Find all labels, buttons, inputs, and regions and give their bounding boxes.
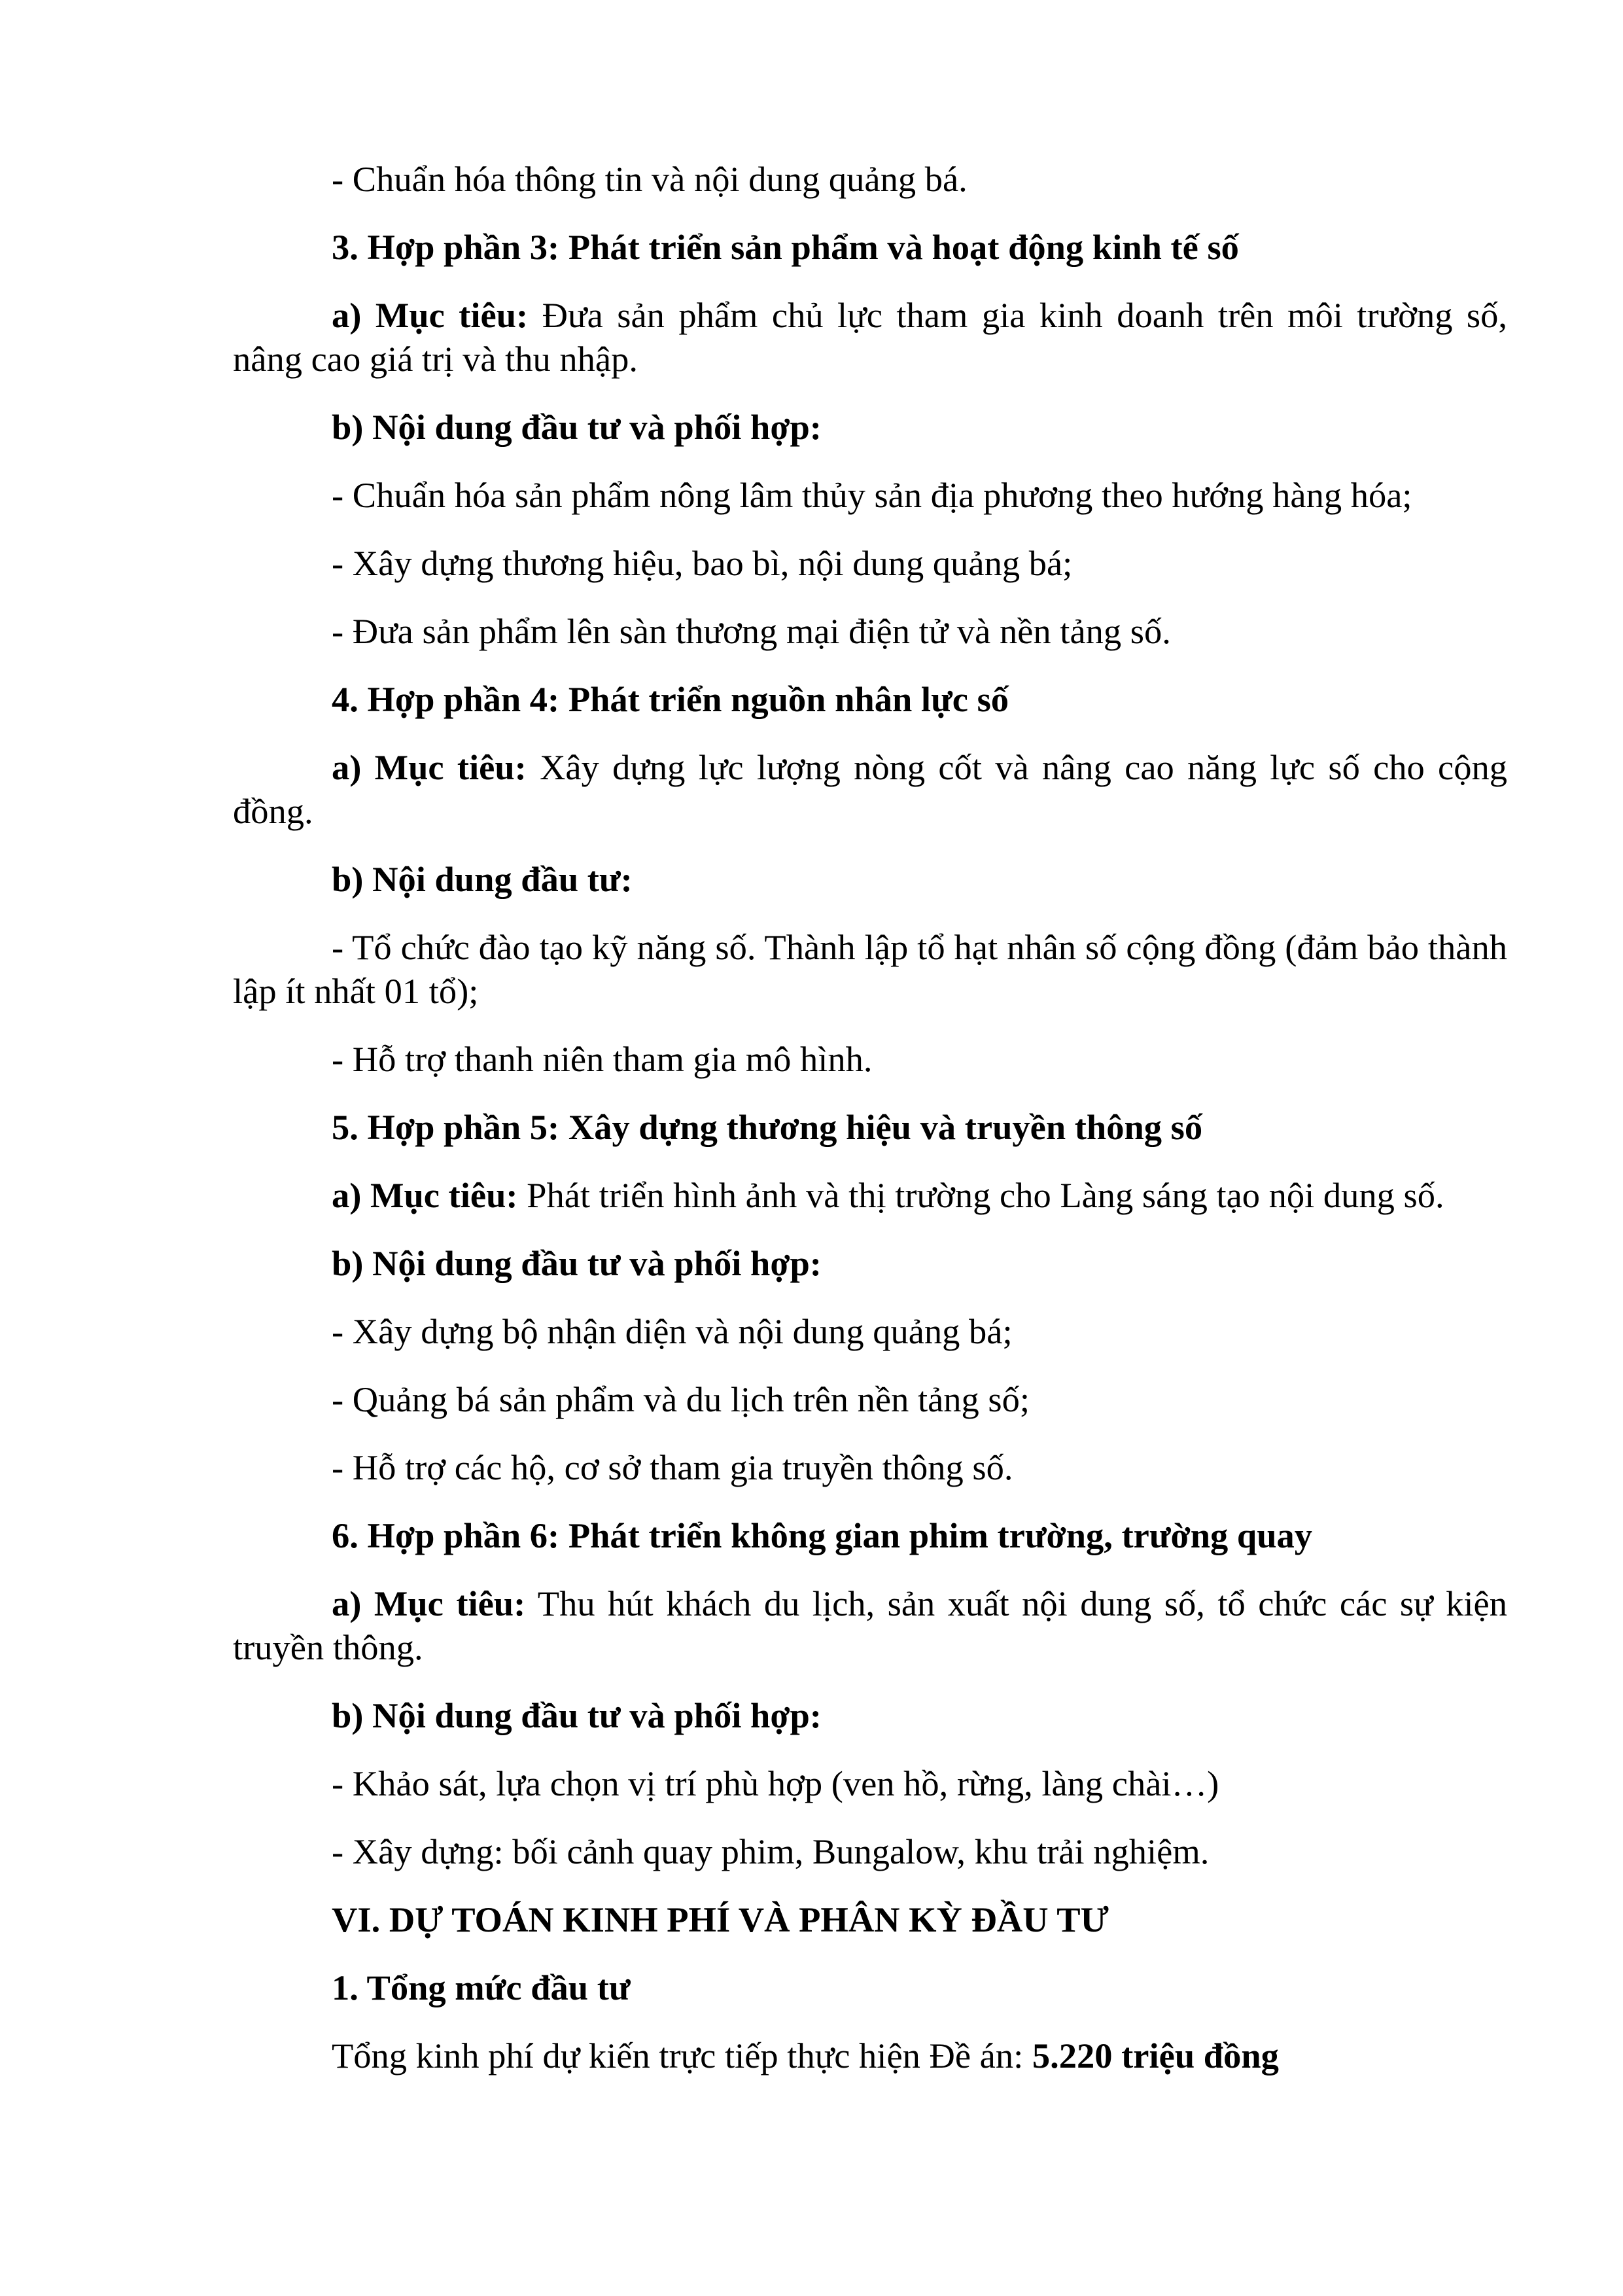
heading-component-6: 6. Hợp phần 6: Phát triển không gian phim trường, trường quay — [332, 1515, 1313, 1555]
objective-label: a) Mục tiêu: — [332, 747, 527, 787]
total-investment-heading: 1. Tổng mức đầu tư — [332, 1968, 631, 2007]
objective-label: a) Mục tiêu: — [332, 1583, 526, 1623]
component-6-bullet-1: - Khảo sát, lựa chọn vị trí phù hợp (ven hồ, rừng, làng chài…) — [332, 1763, 1219, 1803]
component-6-objective — [233, 1581, 1507, 1669]
component-6-bullet-2: - Xây dựng: bối cảnh quay phim, Bungalow, khu trải nghiệm. — [332, 1831, 1210, 1871]
component-3-bullet-1: - Chuẩn hóa sản phẩm nông lâm thủy sản địa phương theo hướng hàng hóa; — [332, 475, 1412, 515]
objective-label: a) Mục tiêu: — [332, 295, 529, 335]
component-3-bullet-2: - Xây dựng thương hiệu, bao bì, nội dung quảng bá; — [332, 543, 1073, 583]
total-value: 5.220 triệu đồng — [1032, 2036, 1279, 2075]
heading-component-5: 5. Hợp phần 5: Xây dựng thương hiệu và truyền thông số — [332, 1107, 1203, 1147]
section-vi-heading: VI. DỰ TOÁN KINH PHÍ VÀ PHÂN KỲ ĐẦU TƯ — [332, 1899, 1109, 1939]
total-label: Tổng kinh phí dự kiến trực tiếp thực hiện Đề án: — [332, 2036, 1032, 2075]
component-3-investment-heading: b) Nội dung đầu tư và phối hợp: — [332, 407, 822, 447]
component-4-bullet-1: - Tổ chức đào tạo kỹ năng số. Thành lập tổ hạt nhân số cộng đồng (đảm bảo thành lập ít nhất 01 tổ); — [233, 927, 1507, 1011]
component-5-investment-heading: b) Nội dung đầu tư và phối hợp: — [332, 1243, 822, 1283]
component-5-bullet-3: - Hỗ trợ các hộ, cơ sở tham gia truyền thông số. — [332, 1447, 1013, 1487]
objective-label: a) Mục tiêu: — [332, 1175, 518, 1215]
component-4-objective — [233, 745, 1507, 833]
component-3-bullet-3: - Đưa sản phẩm lên sàn thương mại điện tử và nền tảng số. — [332, 611, 1171, 651]
component-5-bullet-1: - Xây dựng bộ nhận diện và nội dung quảng bá; — [332, 1311, 1013, 1351]
component-5-bullet-2: - Quảng bá sản phẩm và du lịch trên nền tảng số; — [332, 1379, 1030, 1419]
bullet-standardize-info: - Chuẩn hóa thông tin và nội dung quảng bá. — [332, 159, 968, 199]
document-page — [233, 157, 1507, 2102]
heading-component-3: 3. Hợp phần 3: Phát triển sản phẩm và hoạt động kinh tế số — [332, 227, 1239, 267]
component-6-investment-heading: b) Nội dung đầu tư và phối hợp: — [332, 1695, 822, 1735]
objective-text: Thu hút khách du lịch, sản xuất nội dung số, tổ chức các sự kiện truyền thông. — [233, 1583, 1507, 1667]
component-5-objective — [233, 1173, 1507, 1217]
total-investment-text — [233, 2034, 1507, 2077]
component-3-objective — [233, 293, 1507, 381]
objective-text: Xây dựng lực lượng nòng cốt và nâng cao năng lực số cho cộng đồng. — [233, 747, 1507, 831]
component-4-bullet-2: - Hỗ trợ thanh niên tham gia mô hình. — [332, 1039, 873, 1079]
objective-text: Đưa sản phẩm chủ lực tham gia kinh doanh trên môi trường số, nâng cao giá trị và thu nhập. — [233, 295, 1508, 379]
objective-text: Phát triển hình ảnh và thị trường cho Làng sáng tạo nội dung số. — [517, 1175, 1444, 1215]
heading-component-4: 4. Hợp phần 4: Phát triển nguồn nhân lực số — [332, 679, 1009, 719]
component-4-investment-heading: b) Nội dung đầu tư: — [332, 859, 633, 899]
